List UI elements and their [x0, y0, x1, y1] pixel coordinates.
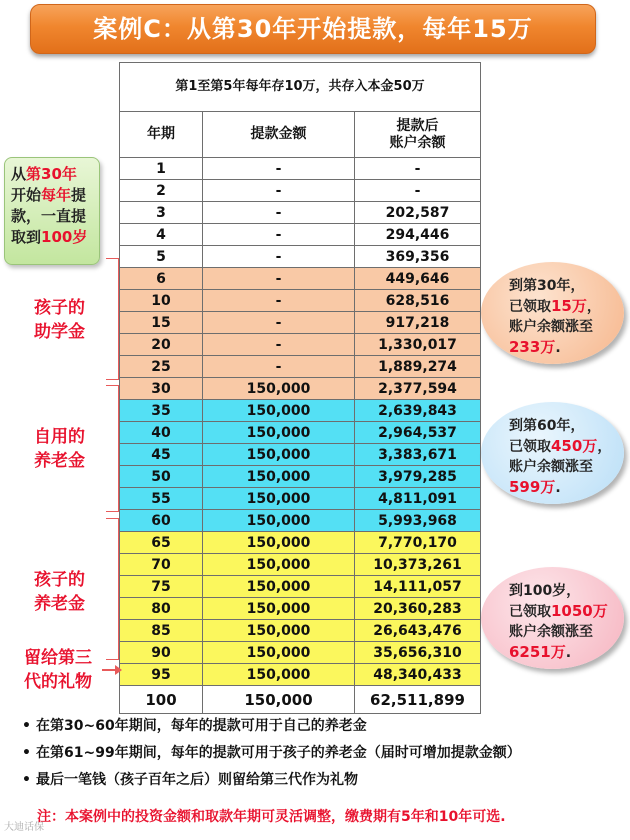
- cell-balance: 917,218: [355, 312, 481, 334]
- header-withdrawal: 提款金额: [203, 112, 355, 158]
- table-row: [120, 312, 481, 334]
- page-title: 案例C：从第30年开始提款，每年15万: [30, 4, 596, 54]
- cell-year: 50: [120, 466, 203, 488]
- label-own-pension: [34, 425, 85, 473]
- cell-withdrawal: -: [203, 246, 355, 268]
- cell-year: 55: [120, 488, 203, 510]
- cell-withdrawal: 150,000: [203, 576, 355, 598]
- cell-year: 40: [120, 422, 203, 444]
- cell-balance: 48,340,433: [355, 664, 481, 686]
- callout-100-balance-label: 账户余额涨至: [509, 624, 593, 640]
- cell-balance: 26,643,476: [355, 620, 481, 642]
- table-row: [120, 422, 481, 444]
- callout-100-line1: 到100岁，: [509, 583, 581, 599]
- table-row: [120, 642, 481, 664]
- cell-year: 6: [120, 268, 203, 290]
- cell-year: 10: [120, 290, 203, 312]
- cell-balance: 20,360,283: [355, 598, 481, 620]
- cell-year: 80: [120, 598, 203, 620]
- cell-year: 75: [120, 576, 203, 598]
- cell-balance: 449,646: [355, 268, 481, 290]
- table-row: [120, 356, 481, 378]
- cell-year: 90: [120, 642, 203, 664]
- table-caption-row: [120, 63, 481, 112]
- cell-withdrawal: 150,000: [203, 686, 355, 714]
- left-note-text-2: 开始: [11, 186, 42, 204]
- cell-year: 4: [120, 224, 203, 246]
- cell-withdrawal: -: [203, 290, 355, 312]
- table-caption: 第1至第5年每年存10万，共存入本金50万: [120, 63, 481, 112]
- table-row: [120, 400, 481, 422]
- cell-balance: 3,979,285: [355, 466, 481, 488]
- label-children-education-l2: 助学金: [34, 322, 85, 342]
- bullet-list: [22, 713, 622, 794]
- table-row: [120, 664, 481, 686]
- cell-withdrawal: 150,000: [203, 642, 355, 664]
- cell-year: 45: [120, 444, 203, 466]
- cell-year: 95: [120, 664, 203, 686]
- withdrawal-table: [119, 62, 480, 714]
- cell-balance: 10,373,261: [355, 554, 481, 576]
- bullet-dot: •: [22, 718, 31, 734]
- label-children-pension-l2: 养老金: [34, 594, 85, 614]
- table-row: [120, 158, 481, 180]
- callout-60-taken-label: 已领取: [509, 439, 551, 455]
- cell-balance: -: [355, 158, 481, 180]
- callout-100-period: .: [565, 645, 572, 661]
- cell-withdrawal: -: [203, 158, 355, 180]
- label-own-pension-l2: 养老金: [34, 451, 85, 471]
- label-children-pension-l1: 孩子的: [34, 570, 85, 590]
- table-row: [120, 686, 481, 714]
- cell-balance: 14,111,057: [355, 576, 481, 598]
- cell-year: 85: [120, 620, 203, 642]
- callout-100-taken-amount: 1050万: [551, 602, 608, 620]
- cell-year: 2: [120, 180, 203, 202]
- cell-year: 70: [120, 554, 203, 576]
- header-balance: [355, 112, 481, 158]
- bullet-item: [22, 713, 622, 740]
- label-children-pension: [34, 568, 85, 616]
- cell-withdrawal: -: [203, 312, 355, 334]
- table-row: [120, 466, 481, 488]
- table-header-row: [120, 112, 481, 158]
- label-third-gen-gift: [24, 646, 92, 694]
- table-row: [120, 598, 481, 620]
- cell-year: 3: [120, 202, 203, 224]
- cell-balance: 202,587: [355, 202, 481, 224]
- cell-balance: 2,639,843: [355, 400, 481, 422]
- cell-balance: 3,383,671: [355, 444, 481, 466]
- bullet-dot: •: [22, 772, 31, 788]
- cell-withdrawal: 150,000: [203, 532, 355, 554]
- bracket-children-education: [106, 258, 119, 380]
- cell-balance: 628,516: [355, 290, 481, 312]
- cell-year: 60: [120, 510, 203, 532]
- cell-balance: 1,889,274: [355, 356, 481, 378]
- cell-withdrawal: 150,000: [203, 444, 355, 466]
- cell-withdrawal: 150,000: [203, 554, 355, 576]
- label-third-gen-gift-l2: 代的礼物: [24, 672, 92, 692]
- callout-60-taken-amount: 450万: [551, 437, 598, 455]
- table-row: [120, 334, 481, 356]
- left-note-text-3: 提款，一直提取到: [11, 186, 87, 246]
- cell-balance: -: [355, 180, 481, 202]
- callout-30-comma: ，: [586, 299, 601, 315]
- footnote: 注：本案例中的投资金额和取款年期可灵活调整，缴费期有5年和10年可选.: [37, 809, 506, 825]
- cell-balance: 369,356: [355, 246, 481, 268]
- cell-withdrawal: 150,000: [203, 400, 355, 422]
- cell-balance: 1,330,017: [355, 334, 481, 356]
- callout-30-line1: 到第30年，: [509, 278, 585, 294]
- table-row: [120, 378, 481, 400]
- cell-year: 100: [120, 686, 203, 714]
- callout-30-period: .: [555, 340, 561, 356]
- cell-year: 1: [120, 158, 203, 180]
- left-note-text: 从: [11, 165, 27, 183]
- cell-year: 65: [120, 532, 203, 554]
- cell-withdrawal: -: [203, 268, 355, 290]
- cell-balance: 62,511,899: [355, 686, 481, 714]
- cell-withdrawal: 150,000: [203, 378, 355, 400]
- table-row: [120, 532, 481, 554]
- callout-30-balance-label: 账户余额涨至: [509, 319, 593, 335]
- callout-30-taken-amount: 15万: [551, 297, 587, 315]
- cell-withdrawal: 150,000: [203, 422, 355, 444]
- table-row: [120, 488, 481, 510]
- cell-balance: 7,770,170: [355, 532, 481, 554]
- cell-year: 20: [120, 334, 203, 356]
- table-row: [120, 202, 481, 224]
- header-year: 年期: [120, 112, 203, 158]
- bullet-text: 在第30~60年期间，每年的提款可用于自己的养老金: [36, 718, 367, 734]
- table-row: [120, 576, 481, 598]
- header-balance-line2: 账户余额: [389, 134, 446, 151]
- label-own-pension-l1: 自用的: [34, 427, 85, 447]
- cell-balance: 294,446: [355, 224, 481, 246]
- left-note-highlight-every: 每年: [41, 186, 72, 204]
- left-note-highlight-year: 第30年: [26, 165, 77, 183]
- callout-year-30: [481, 262, 624, 364]
- callout-60-period: .: [555, 480, 561, 496]
- cell-balance: 4,811,091: [355, 488, 481, 510]
- cell-year: 5: [120, 246, 203, 268]
- cell-year: 35: [120, 400, 203, 422]
- cell-year: 30: [120, 378, 203, 400]
- bracket-children-pension: [106, 518, 119, 660]
- cell-withdrawal: 150,000: [203, 510, 355, 532]
- left-note-box: [4, 157, 100, 265]
- table-row: [120, 290, 481, 312]
- bullet-dot: •: [22, 745, 31, 761]
- label-children-education-l1: 孩子的: [34, 298, 85, 318]
- table-row: [120, 268, 481, 290]
- callout-100-balance-amount: 6251万: [509, 643, 566, 661]
- cell-withdrawal: 150,000: [203, 664, 355, 686]
- callout-60-line1: 到第60年，: [509, 418, 585, 434]
- cell-withdrawal: 150,000: [203, 620, 355, 642]
- callout-100-taken-label: 已领取: [509, 604, 551, 620]
- cell-withdrawal: -: [203, 180, 355, 202]
- callout-60-balance-amount: 599万: [509, 478, 556, 496]
- table-row: [120, 246, 481, 268]
- callout-30-balance-amount: 233万: [509, 338, 556, 356]
- table-row: [120, 224, 481, 246]
- table-row: [120, 180, 481, 202]
- callout-60-comma: ，: [597, 439, 612, 455]
- left-note-highlight-age: 100岁: [41, 228, 88, 246]
- callout-age-100: [481, 567, 624, 669]
- cell-year: 15: [120, 312, 203, 334]
- bullet-item: [22, 740, 622, 767]
- label-third-gen-gift-l1: 留给第三: [24, 648, 92, 668]
- cell-withdrawal: -: [203, 334, 355, 356]
- cell-balance: 35,656,310: [355, 642, 481, 664]
- table-row: [120, 444, 481, 466]
- cell-balance: 2,964,537: [355, 422, 481, 444]
- callout-30-taken-label: 已领取: [509, 299, 551, 315]
- cell-balance: 2,377,594: [355, 378, 481, 400]
- label-children-education: [34, 296, 85, 344]
- cell-withdrawal: -: [203, 224, 355, 246]
- bracket-own-pension: [106, 385, 119, 512]
- bullet-item: [22, 767, 622, 794]
- watermark: 大迪话保: [4, 822, 44, 833]
- cell-withdrawal: 150,000: [203, 488, 355, 510]
- arrow-to-year-100: [102, 669, 120, 671]
- header-balance-line1: 提款后: [396, 117, 439, 134]
- callout-60-balance-label: 账户余额涨至: [509, 459, 593, 475]
- table-row: [120, 554, 481, 576]
- bullet-text: 最后一笔钱（孩子百年之后）则留给第三代作为礼物: [36, 772, 358, 788]
- cell-year: 25: [120, 356, 203, 378]
- bullet-text: 在第61~99年期间，每年的提款可用于孩子的养老金（届时可增加提款金额）: [36, 745, 521, 761]
- cell-balance: 5,993,968: [355, 510, 481, 532]
- cell-withdrawal: -: [203, 202, 355, 224]
- cell-withdrawal: 150,000: [203, 598, 355, 620]
- cell-withdrawal: -: [203, 356, 355, 378]
- table-row: [120, 510, 481, 532]
- table-row: [120, 620, 481, 642]
- cell-withdrawal: 150,000: [203, 466, 355, 488]
- callout-year-60: [481, 402, 624, 504]
